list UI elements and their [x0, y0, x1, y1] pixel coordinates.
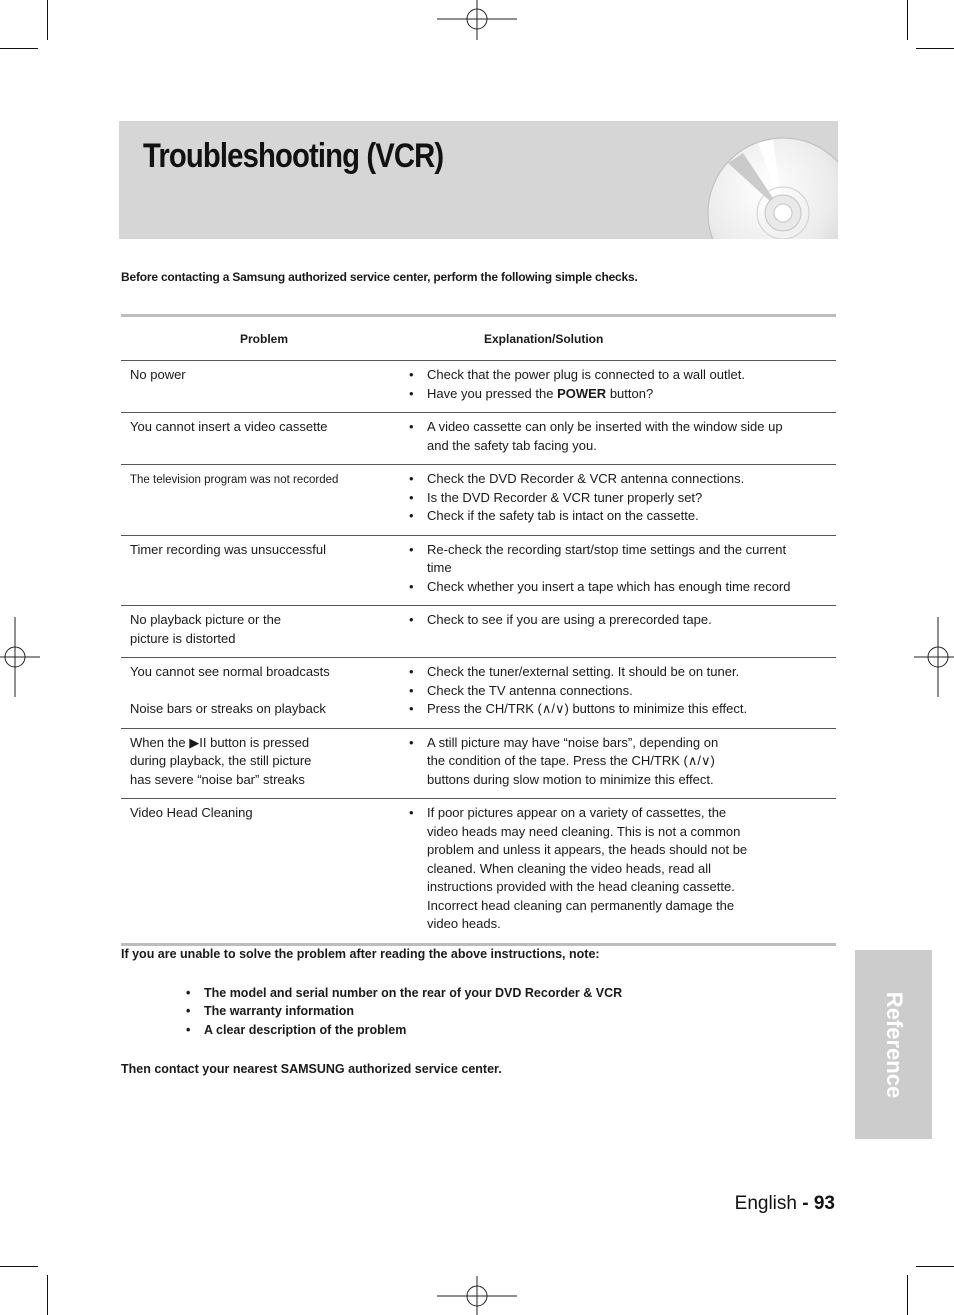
solution-cell	[407, 361, 836, 413]
table-row	[121, 535, 836, 606]
problem-cell	[121, 465, 407, 536]
table-row	[121, 465, 836, 536]
crop-mark	[916, 1266, 954, 1267]
crop-mark	[907, 1275, 908, 1315]
solution-cell	[407, 728, 836, 799]
solution-cell	[407, 606, 836, 658]
solution-cell	[407, 535, 836, 606]
reference-side-tab	[855, 950, 932, 1139]
table-row	[121, 658, 836, 729]
solution-item: • Check the TV antenna connections.	[409, 682, 806, 701]
problem-text: You cannot see normal broadcasts	[130, 664, 330, 679]
list-item: • The model and serial number on the rear of your DVD Recorder & VCR	[186, 984, 622, 1002]
solution-item: • Check to see if you are using a prerecorded tape.	[409, 611, 806, 630]
crop-mark	[47, 0, 48, 40]
problem-cell: Timer recording was unsuccessful	[121, 535, 407, 606]
list-item: • The warranty information	[186, 1002, 622, 1020]
solution-item: • Re-check the recording start/stop time settings and the current time	[409, 541, 806, 578]
problem-cell: When the ▶II button is pressed during playback, the still picture has severe “noise bar” streaks	[121, 728, 407, 799]
footer-separator: -	[796, 1193, 814, 1214]
registration-mark-icon	[914, 617, 954, 697]
crop-mark	[0, 1266, 38, 1267]
table-row	[121, 606, 836, 658]
side-tab-label: Reference	[881, 991, 907, 1098]
solution-item: • A video cassette can only be inserted with the window side up and the safety tab facing you.	[409, 418, 806, 455]
table-row	[121, 728, 836, 799]
solution-item	[409, 385, 806, 404]
solution-item: • A still picture may have “noise bars”, depending on the condition of the tape. Press the CH/TRK (∧/∨) buttons during slow motion to minimize this effect.	[409, 734, 736, 790]
registration-mark-icon	[437, 1276, 517, 1315]
table-header-row	[121, 317, 836, 361]
solution-cell	[407, 799, 836, 943]
followup-intro: If you are unable to solve the problem after reading the above instructions, note:	[121, 947, 600, 961]
solution-item: • Is the DVD Recorder & VCR tuner properly set?	[409, 489, 806, 508]
crop-mark	[0, 48, 38, 49]
solution-item: • Check the DVD Recorder & VCR antenna connections.	[409, 470, 806, 489]
problem-cell: No power	[121, 361, 407, 413]
solution-item: • If poor pictures appear on a variety of cassettes, the video heads may need cleaning. This is not a common problem and unless it appears, the heads should not be cleaned. When cleaning the video heads, read all instructions provided with the head cleaning cassette. Incorrect head cleaning can permanently damage the video heads.	[409, 804, 751, 934]
column-header-problem: Problem	[121, 317, 407, 361]
title-banner	[119, 121, 838, 239]
page-footer	[735, 1193, 835, 1215]
footer-language: English	[734, 1193, 797, 1214]
solution-item: • Check that the power plug is connected to a wall outlet.	[409, 366, 806, 385]
table-row	[121, 361, 836, 413]
problem-cell: You cannot insert a video cassette	[121, 413, 407, 465]
solution-item: • Check whether you insert a tape which has enough time record	[409, 578, 806, 597]
solution-item: • Check the tuner/external setting. It should be on tuner.	[409, 663, 806, 682]
problem-text: Noise bars or streaks on playback	[130, 701, 326, 716]
solution-item: • Check if the safety tab is intact on the cassette.	[409, 507, 806, 526]
problem-cell: No playback picture or the picture is distorted	[121, 606, 407, 658]
list-item: • A clear description of the problem	[186, 1021, 622, 1039]
power-keyword: POWER	[557, 385, 607, 401]
registration-mark-icon	[437, 0, 517, 40]
page-title: Troubleshooting (VCR)	[143, 137, 444, 175]
crop-mark	[907, 0, 908, 40]
problem-text: The television program was not recorded	[130, 474, 339, 486]
solution-cell	[407, 413, 836, 465]
disc-icon	[698, 133, 838, 239]
crop-mark	[47, 1275, 48, 1315]
solution-item: • Press the CH/TRK (∧/∨) buttons to minimize this effect.	[409, 700, 806, 719]
column-header-solution: Explanation/Solution	[407, 317, 836, 361]
page-number: 93	[813, 1193, 835, 1214]
followup-list	[186, 984, 622, 1039]
table-row	[121, 413, 836, 465]
registration-mark-icon	[0, 617, 40, 697]
table-row	[121, 799, 836, 943]
power-button-solution-text: Have you pressed the POWER button?	[427, 385, 654, 401]
problem-cell	[121, 658, 407, 729]
solution-cell	[407, 465, 836, 536]
crop-mark	[916, 48, 954, 49]
troubleshooting-table	[121, 314, 836, 946]
solution-cell	[407, 658, 836, 729]
intro-text: Before contacting a Samsung authorized service center, perform the following simple checks.	[121, 270, 638, 284]
closing-text: Then contact your nearest SAMSUNG authorized service center.	[121, 1062, 502, 1076]
problem-cell: Video Head Cleaning	[130, 805, 253, 820]
table-bottom-rule	[121, 943, 836, 946]
